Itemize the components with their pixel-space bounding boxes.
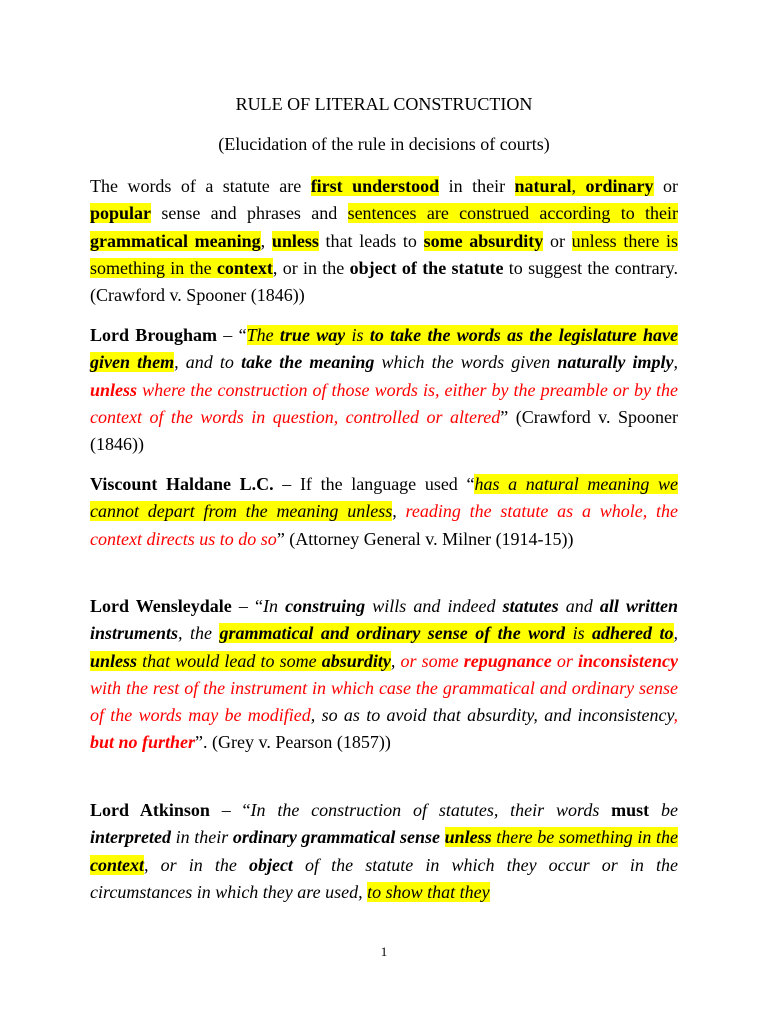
text-run: interpreted xyxy=(90,827,171,848)
text-run: all written instruments xyxy=(90,596,679,644)
text-run: ”. (Grey v. Pearson (1857)) xyxy=(195,732,391,753)
text-run: unless xyxy=(271,230,319,251)
text-run: that leads to xyxy=(318,230,424,251)
text-run: In xyxy=(263,596,286,616)
text-run: The words of a statute are xyxy=(90,176,311,196)
text-run: take the meaning xyxy=(241,352,375,373)
paragraph-lord-brougham xyxy=(90,322,678,458)
page-number: 1 xyxy=(380,944,388,959)
text-run: true way xyxy=(279,325,346,345)
text-run: Lord Wensleydale xyxy=(90,596,232,616)
text-run: , or in the xyxy=(272,257,350,278)
text-run: The xyxy=(246,325,280,345)
text-run: grammatical and ordinary sense of the word xyxy=(219,623,566,644)
text-run: absurdity xyxy=(321,650,391,671)
text-run: , xyxy=(144,854,149,875)
text-run: is xyxy=(565,623,593,644)
text-run: Lord Atkinson xyxy=(90,800,210,820)
text-run: – “ xyxy=(217,325,247,345)
text-run: – “ xyxy=(209,800,251,820)
text-run: , xyxy=(673,352,678,373)
text-run: in their xyxy=(439,176,515,196)
page-subtitle: (Elucidation of the rule in decisions of courts) xyxy=(218,134,550,154)
text-run: Viscount Haldane L.C. xyxy=(90,474,274,494)
text-run: grammatical meaning xyxy=(90,230,261,251)
text-run: natural xyxy=(514,176,572,196)
text-run: object xyxy=(248,854,293,875)
text-run: wills and indeed xyxy=(365,596,503,616)
text-run: or in the xyxy=(148,854,249,875)
text-run: sense and phrases and xyxy=(151,203,348,224)
text-run: – “ xyxy=(231,596,264,616)
text-run: , xyxy=(260,230,272,251)
text-run: must xyxy=(611,800,650,820)
text-run: but no further xyxy=(90,732,196,753)
text-run: ordinary xyxy=(585,176,654,196)
text-run: of the statute in which they occur or in the circumstances in which they are used, xyxy=(90,854,678,902)
text-run: object of the statute xyxy=(349,257,504,278)
text-run xyxy=(440,827,445,847)
text-run: , xyxy=(673,623,678,644)
text-run: unless xyxy=(90,650,138,671)
text-run: adhered to xyxy=(592,623,674,644)
text-run: some absurdity xyxy=(423,230,544,251)
text-run: ordinary grammatical sense xyxy=(232,827,441,848)
paragraph-viscount-haldane xyxy=(90,471,678,553)
text-run: to suggest the contrary. (Crawford v. Spooner (1846)) xyxy=(90,257,678,306)
text-run: unless there is something in the xyxy=(90,230,679,278)
text-run: inconsistency xyxy=(578,650,679,671)
page-title: RULE OF LITERAL CONSTRUCTION xyxy=(235,94,533,114)
text-run: sentences are construed according to their xyxy=(347,203,679,224)
text-run: – If the language used “ xyxy=(273,474,475,494)
text-run: , and to xyxy=(174,352,242,373)
paragraph-lord-wensleydale xyxy=(90,593,678,757)
text-run: ” (Attorney General v. Milner (1914-15)) xyxy=(276,528,574,549)
text-run: popular xyxy=(90,203,152,224)
text-run: naturally imply xyxy=(557,352,674,373)
text-run: context xyxy=(216,257,273,278)
text-run: unless xyxy=(90,379,138,400)
text-run: or some xyxy=(400,650,464,671)
text-run: context xyxy=(90,854,144,875)
text-run: , xyxy=(571,176,586,196)
text-run: in their xyxy=(171,827,233,848)
text-run: or xyxy=(653,176,678,196)
text-run: first understood xyxy=(310,176,440,196)
text-run: that would lead to some xyxy=(137,650,322,671)
text-run: statutes xyxy=(502,596,559,616)
text-run: with the rest of the instrument in which case the grammatical and ordinary sense of the words may be modified xyxy=(90,677,678,726)
text-run: or xyxy=(543,230,572,251)
text-run: and xyxy=(558,596,600,616)
text-run: where the construction of those words is, either by the preamble or by the context of the words in question, controlled or altered xyxy=(90,379,678,427)
text-run: which the words given xyxy=(374,352,558,373)
text-run: to take the words as the legislature have given them xyxy=(90,325,678,373)
text-run: or xyxy=(551,650,578,671)
text-run: be xyxy=(649,800,678,820)
text-run: there be something in the xyxy=(491,827,679,848)
text-run: reading the statute as a whole, the context directs us to do so xyxy=(90,501,678,549)
text-run: Lord Brougham xyxy=(90,325,217,345)
text-run: , xyxy=(392,501,406,522)
text-run: ” (Crawford v. Spooner (1846)) xyxy=(90,406,678,455)
text-run: , xyxy=(673,705,678,726)
text-run: construing xyxy=(285,596,366,616)
text-run: In the construction of statutes, their words xyxy=(250,800,612,820)
text-run: , the xyxy=(178,623,220,644)
text-run: unless xyxy=(444,827,492,848)
text-run: , so as to avoid that absurdity, and inconsistency xyxy=(310,705,674,726)
text-run: repugnance xyxy=(463,650,552,671)
text-run: has a natural meaning we cannot depart from the meaning unless xyxy=(90,474,679,522)
text-run: , xyxy=(390,650,401,671)
text-run: is xyxy=(345,325,370,345)
paragraph-lord-atkinson xyxy=(90,797,678,906)
paragraph-definition xyxy=(90,173,678,309)
text-run: to show that they xyxy=(367,881,490,902)
